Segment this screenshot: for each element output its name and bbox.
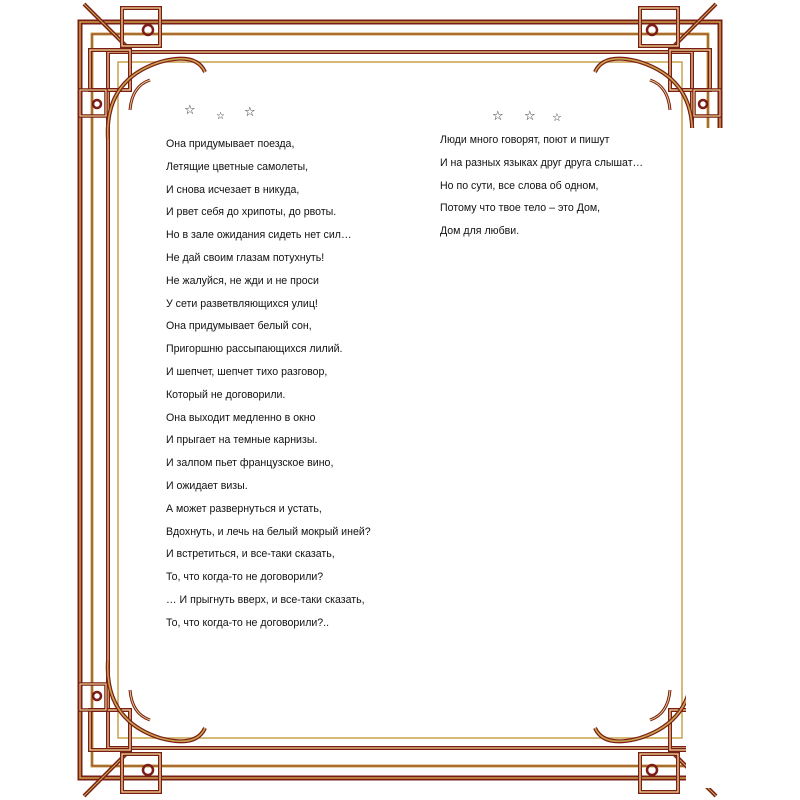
poem-line: Пригоршню рассыпающихся лилий. xyxy=(166,343,343,356)
poem-line: Дом для любви. xyxy=(440,225,520,238)
poem-line: И на разных языках друг друга слышат… xyxy=(440,156,644,169)
poem-line: Она придумывает поезда, xyxy=(166,138,295,150)
poem-line: Летящие цветные самолеты, xyxy=(166,160,309,173)
poem-line: И снова исчезает в никуда, xyxy=(166,183,300,196)
star-icon: ☆ xyxy=(244,105,256,120)
poem-right-column xyxy=(440,129,643,243)
poem-line: Который не договорили. xyxy=(166,388,286,401)
star-icon: ☆ xyxy=(552,111,562,124)
poem-line: Она придумывает белый сон, xyxy=(166,320,312,333)
poem-line: У сети разветвляющихся улиц! xyxy=(166,297,318,310)
poem-line: … И прыгнуть вверх, и все-таки сказать, xyxy=(166,593,365,606)
poem-line: И рвет себя до хрипоты, до рвоты. xyxy=(166,206,337,219)
poem-line: И залпом пьет французское вино, xyxy=(166,457,334,470)
poem-line: И ожидает визы. xyxy=(166,479,248,492)
star-icon: ☆ xyxy=(216,111,225,122)
poem-line: Не жалуйся, не жди и не проси xyxy=(166,274,319,287)
stars-ornament-left xyxy=(184,100,264,130)
poem-line: То, что когда-то не договорили? xyxy=(166,571,324,584)
poem-line: И шепчет, шепчет тихо разговор, xyxy=(166,365,328,378)
poem-left-column xyxy=(166,133,371,635)
poem-line: И встретиться, и все-таки сказать, xyxy=(166,548,335,561)
poem-line: А может развернуться и устать, xyxy=(166,502,322,515)
poem-line: Не дай своим глазам потухнуть! xyxy=(166,251,325,264)
star-icon: ☆ xyxy=(492,109,504,124)
poem-line: Она выходит медленно в окно xyxy=(166,411,316,424)
poem-line: И прыгает на темные карнизы. xyxy=(166,434,318,447)
star-icon: ☆ xyxy=(524,109,536,124)
poem-line: Но по сути, все слова об одном, xyxy=(440,179,599,192)
star-icon: ☆ xyxy=(184,103,196,118)
poem-line: То, что когда-то не договорили?.. xyxy=(166,616,330,629)
poem-line: Но в зале ожидания сидеть нет сил… xyxy=(166,229,352,242)
poem-line: Потому что твое тело – это Дом, xyxy=(440,202,601,215)
poem-line: Люди много говорят, поют и пишут xyxy=(440,134,610,146)
poem-line: Вдохнуть, и лечь на белый мокрый иней? xyxy=(166,525,371,538)
